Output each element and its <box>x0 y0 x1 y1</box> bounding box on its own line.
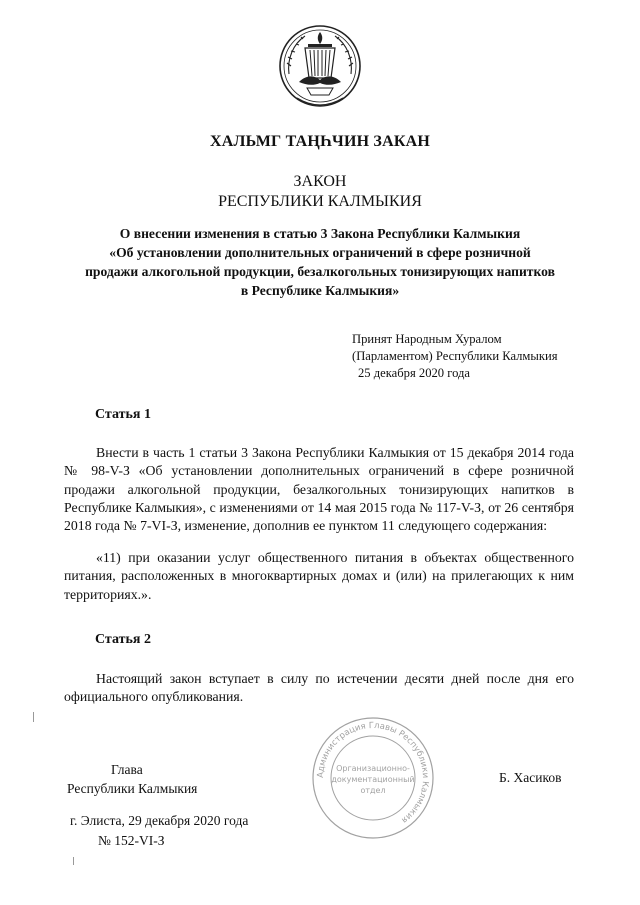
article-2-paragraph: Настоящий закон вступает в силу по истечении десяти дней после дня его официального опубликования. <box>64 671 574 705</box>
title-line: в Республике Калмыкия» <box>240 283 400 298</box>
position-line: Глава <box>111 762 143 777</box>
article-1-item-11: «11) при оказании услуг общественного питания в объектах общественного питания, расположенных в многоквартирных домах и (или) на прилегающих к ним территориях.». <box>64 550 574 602</box>
article-1-paragraph: Внести в часть 1 статьи 3 Закона Республики Калмыкия от 15 декабря 2014 года № 98-V-З «Об установлении дополнительных ограничений в сфере розничной продажи алкогольной продукции, безалкогольных тонизирующих напитков в Республике Калмыкия», с изменениями от 14 мая 2015 года № 117-V-З, от 26 сентября 2018 года № 7-VI-З, изменение, дополнив ее пунктом 11 следующего содержания: <box>64 445 574 534</box>
official-stamp <box>310 715 436 841</box>
stamp-ring-text: Администрация Главы Республики Калмыкия <box>315 720 431 825</box>
title-line: «Об установлении дополнительных ограничений в сфере розничной <box>109 245 531 260</box>
document-title <box>0 224 640 300</box>
republic-name: РЕСПУБЛИКИ КАЛМЫКИЯ <box>218 193 422 210</box>
law-number: № 152-VI-З <box>98 833 165 848</box>
coat-of-arms-emblem <box>277 14 363 116</box>
adoption-line: 25 декабря 2020 года <box>358 366 471 380</box>
stamp-center-line: документационный <box>331 775 415 784</box>
article-1-heading: Статья 1 <box>95 407 151 422</box>
title-line: продажи алкогольной продукции, безалкогольных тонизирующих напитков <box>85 264 555 279</box>
position-line: Республики Калмыкия <box>67 781 198 796</box>
adoption-note <box>352 331 558 382</box>
adoption-line: (Парламентом) Республики Калмыкия <box>352 349 558 363</box>
kalmyk-law-title: ХАЛЬМГ ТАҢҺЧИН ЗАКАН <box>209 133 431 150</box>
signatory-name: Б. Хасиков <box>499 770 562 785</box>
adoption-line: Принят Народным Хуралом <box>352 332 502 346</box>
place-date: г. Элиста, 29 декабря 2020 года <box>70 813 249 828</box>
stamp-center-line: Организационно- <box>336 764 410 773</box>
scan-speck <box>73 857 74 865</box>
law-heading <box>0 172 640 212</box>
signatory-position <box>67 760 197 798</box>
article-2-heading: Статья 2 <box>95 632 151 647</box>
law-word: ЗАКОН <box>293 173 347 190</box>
stamp-center-line: отдел <box>360 786 386 795</box>
title-line: О внесении изменения в статью 3 Закона Республики Калмыкия <box>119 226 521 241</box>
place-and-number <box>70 811 248 851</box>
scan-speck <box>33 712 34 722</box>
